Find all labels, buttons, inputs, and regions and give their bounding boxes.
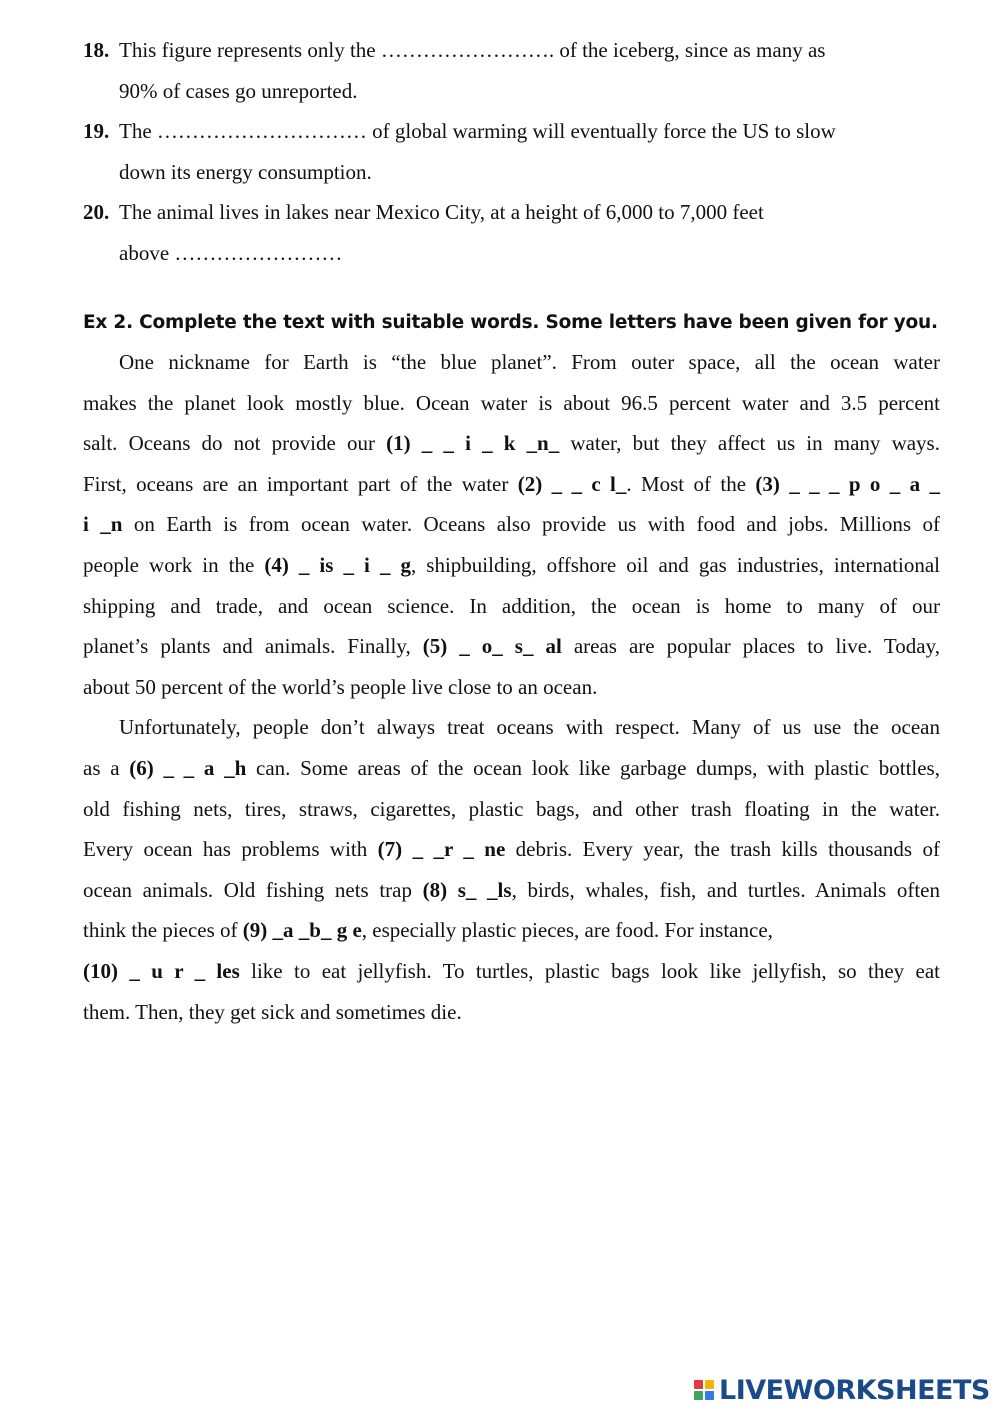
passage-text: debris. Every year, the trash kills thousands of xyxy=(505,837,940,862)
passage-text: planet’s plants and animals. Finally, xyxy=(83,634,423,659)
question-number: 20. xyxy=(83,200,110,224)
gap-clue: (7) _ _r _ ne xyxy=(377,837,506,862)
passage-text: One nickname for Earth is “the blue planet”. From outer space, all the ocean water xyxy=(119,350,940,374)
passage-text: shipping and trade, and ocean science. In addition, the ocean is home to many of our xyxy=(83,593,940,618)
liveworksheets-watermark xyxy=(694,1373,990,1407)
passage-text: old fishing nets, tires, straws, cigarettes, plastic bags, and other trash floating in the water. xyxy=(83,796,940,821)
passage-line xyxy=(83,667,940,708)
passage-line xyxy=(83,870,940,911)
passage-text: think the pieces of xyxy=(83,918,243,943)
passage-line xyxy=(83,545,940,586)
passage-text: ocean animals. Old fishing nets trap xyxy=(83,877,423,902)
passage-text: First, oceans are an important part of the water xyxy=(83,471,518,496)
passage-text: like to eat jellyfish. To turtles, plastic bags look like jellyfish, so they eat xyxy=(239,958,940,983)
gap-clue: (10) _ u r _ les xyxy=(83,958,240,983)
passage-line xyxy=(83,748,940,789)
passage-text: , especially plastic pieces, are food. For instance, xyxy=(361,918,773,943)
gap-clue: (9) _a _b_ g e xyxy=(242,918,362,943)
passage-line xyxy=(83,707,940,748)
passage-text: about 50 percent of the world’s people live close to an ocean. xyxy=(83,674,598,699)
exercise-passage xyxy=(83,342,940,1032)
passage-text: makes the planet look mostly blue. Ocean water is about 96.5 percent water and 3.5 percent xyxy=(83,390,940,415)
passage-line xyxy=(83,423,940,464)
passage-text: , shipbuilding, offshore oil and gas industries, international xyxy=(411,552,940,577)
gap-clue: (5) _ o_ s_ al xyxy=(422,634,562,659)
gap-clue: (2) _ _ c l_ xyxy=(517,471,627,496)
passage-text: Unfortunately, people don’t always treat oceans with respect. Many of us use the ocean xyxy=(119,715,940,740)
passage-line xyxy=(83,626,940,667)
passage-line xyxy=(83,951,940,992)
passage-text: can. Some areas of the ocean look like garbage dumps, with plastic bottles, xyxy=(246,755,940,780)
passage-line xyxy=(83,586,940,627)
question-item xyxy=(83,30,940,111)
exercise-heading: Ex 2. Complete the text with suitable words. Some letters have been given for you. xyxy=(83,312,938,333)
question-line: The animal lives in lakes near Mexico City, at a height of 6,000 to 7,000 feet xyxy=(119,200,764,224)
liveworksheets-logo-icon xyxy=(694,1380,714,1400)
passage-text: . Most of the xyxy=(626,471,756,496)
passage-line xyxy=(83,383,940,424)
passage-text: people work in the xyxy=(83,552,265,577)
question-line: above …………………… xyxy=(119,240,343,265)
question-item xyxy=(83,111,940,192)
passage-text: Every ocean has problems with xyxy=(83,837,378,862)
question-text xyxy=(119,111,940,192)
passage-text: on Earth is from ocean water. Oceans also provide us with food and jobs. Millions of xyxy=(122,512,940,537)
passage-line xyxy=(83,829,940,870)
gap-clue: (8) s_ _ls xyxy=(422,877,512,902)
gap-clue: i _n xyxy=(83,512,123,537)
watermark-text: LIVEWORKSHEETS xyxy=(719,1374,990,1406)
gap-clue: (4) _ is _ i _ g xyxy=(264,552,411,577)
question-text xyxy=(119,192,940,273)
passage-text: areas are popular places to live. Today, xyxy=(561,634,940,659)
question-line: down its energy consumption. xyxy=(119,159,372,184)
question-item xyxy=(83,192,940,273)
passage-line xyxy=(83,789,940,830)
question-line: 90% of cases go unreported. xyxy=(119,78,358,103)
question-line: This figure represents only the ……………………. of the iceberg, since as many as xyxy=(119,38,826,62)
question-number: 19. xyxy=(83,119,110,143)
question-list xyxy=(83,30,940,273)
gap-clue: (3) _ _ _ p o _ a _ xyxy=(755,471,940,496)
passage-line xyxy=(83,464,940,505)
passage-text: as a xyxy=(83,755,130,780)
gap-clue: (1) _ _ i _ k _n_ xyxy=(386,431,560,456)
question-line: The ………………………… of global warming will eventually force the US to slow xyxy=(119,119,836,143)
passage-line xyxy=(83,504,940,545)
passage-text: water, but they affect us in many ways. xyxy=(559,431,940,456)
passage-line xyxy=(83,342,940,383)
passage-text: , birds, whales, fish, and turtles. Animals often xyxy=(511,877,941,902)
passage-line xyxy=(83,992,940,1033)
question-text xyxy=(119,30,940,111)
passage-line xyxy=(83,910,940,951)
passage-text: them. Then, they get sick and sometimes die. xyxy=(83,999,462,1024)
gap-clue: (6) _ _ a _h xyxy=(129,755,247,780)
passage-text: salt. Oceans do not provide our xyxy=(83,431,387,456)
question-number: 18. xyxy=(83,38,110,62)
